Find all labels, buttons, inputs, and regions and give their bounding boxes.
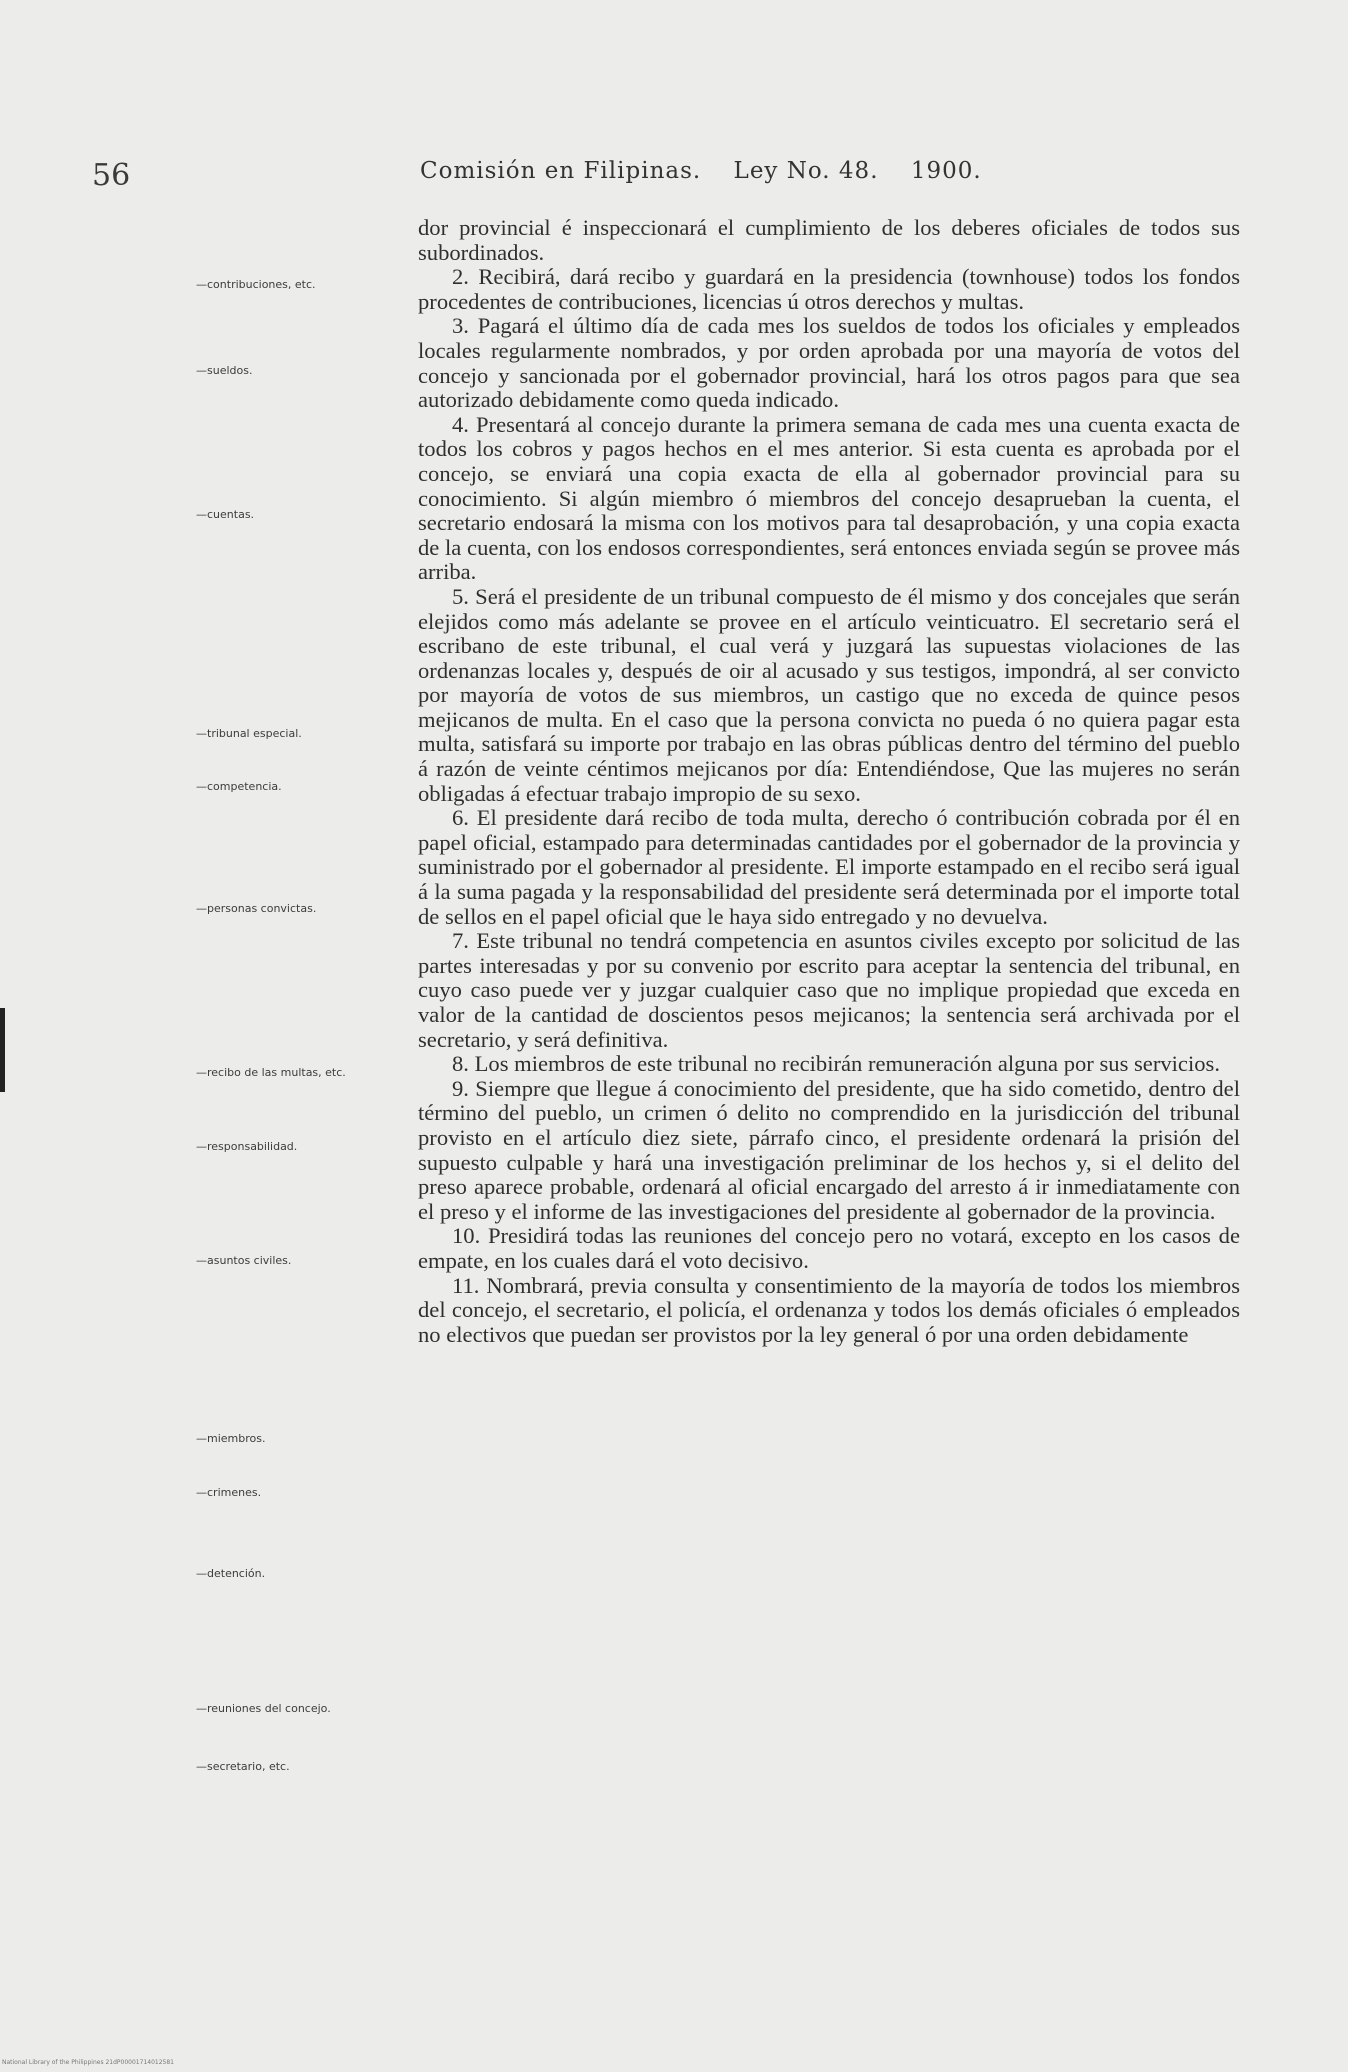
header-year: 1900. (910, 158, 982, 184)
paragraph: 10. Presidirá todas las reuniones del concejo pero no votará, excepto en los casos de empate, en los cuales dará el voto decisivo. (418, 1223, 1240, 1273)
paragraph: 4. Presentará al concejo durante la primera semana de cada mes una cuenta exacta de todos los cobros y pagos hechos en el mes anterior. Si esta cuenta es aprobada por el concejo, se enviará una copia exacta de ella al gobernador provincial para su conocimiento. Si algún miembro ó miembros del concejo desaprueban la cuenta, el secretario endosará la misma con los motivos para tal desaprobación, y una copia exacta de la cuenta, con los endosos correspondientes, será entonces enviada según se provee más arriba. (418, 411, 1240, 585)
margin-note: —sueldos. (196, 364, 253, 377)
paragraph: 11. Nombrará, previa consulta y consentimiento de la mayoría de todos los miembros del concejo, el secretario, el policía, el ordenanza y todos los demás oficiales ó empleados no electivos que puedan ser provistos por la ley general ó por una orden debidamente (418, 1272, 1240, 1347)
margin-note: —recibo de las multas, etc. (196, 1066, 346, 1079)
paragraph: 2. Recibirá, dará recibo y guardará en la presidencia (townhouse) todos los fondos procedentes de contribuciones, licencias ú otros derechos y multas. (418, 264, 1240, 314)
margin-note: —competencia. (196, 780, 282, 793)
header-law: Ley No. 48. (733, 158, 879, 184)
body-text (418, 216, 1240, 1347)
margin-note: —asuntos civiles. (196, 1254, 292, 1267)
margin-note: —detención. (196, 1567, 266, 1580)
running-header (420, 158, 1340, 184)
header-title: Comisión en Filipinas. (420, 158, 702, 184)
paragraph: dor provincial é inspeccionará el cumplimiento de los deberes oficiales de todos sus subordinados. (418, 215, 1240, 265)
margin-note: —personas convictas. (196, 902, 317, 915)
scan-footer: National Library of the Philippines 21dP00001714012581 (2, 2059, 174, 2066)
margin-note: —tribunal especial. (196, 727, 302, 740)
margin-note: —contribuciones, etc. (196, 278, 316, 291)
paragraph: 9. Siempre que llegue á conocimiento del presidente, que ha sido cometido, dentro del término del pueblo, un crimen ó delito no comprendido en la jurisdicción del tribunal provisto en el artículo diez siete, párrafo cinco, el presidente ordenará la prisión del supuesto culpable y hará una investigación preliminar de los hechos y, si el delito del preso aparece probable, ordenará al oficial encargado del arresto á ir inmediatamente con el preso y el informe de las investigaciones del presidente al gobernador de la provincia. (418, 1075, 1240, 1224)
paragraph: 3. Pagará el último día de cada mes los sueldos de todos los oficiales y empleados locales regularmente nombrados, y por orden aprobada por una mayoría de votos del concejo y sancionada por el gobernador provincial, hará los otros pagos para que sea autorizado debidamente como queda indicado. (418, 313, 1240, 413)
paragraph: 7. Este tribunal no tendrá competencia en asuntos civiles excepto por solicitud de las partes interesadas y por su convenio por escrito para aceptar la sentencia del tribunal, en cuyo caso puede ver y juzgar cualquier caso que no implique propiedad que exceda en valor de la cantidad de doscientos pesos mejicanos; la sentencia será archivada por el secretario, y será definitiva. (418, 928, 1240, 1052)
page-number: 56 (92, 158, 131, 193)
paragraph: 8. Los miembros de este tribunal no recibirán remuneración alguna por sus servicios. (452, 1051, 1220, 1077)
binding-edge (0, 1008, 5, 1092)
margin-note: —cuentas. (196, 508, 255, 521)
margin-note: —crimenes. (196, 1486, 262, 1499)
margin-note: —secretario, etc. (196, 1760, 290, 1773)
paragraph: 5. Será el presidente de un tribunal compuesto de él mismo y dos concejales que serán elejidos como más adelante se provee en el artículo veinticuatro. El secretario será el escribano de este tribunal, el cual verá y juzgará las supuestas violaciones de las ordenanzas locales y, después de oir al acusado y sus testigos, impondrá, al ser convicto por mayoría de votos de sus miembros, un castigo que no exceda de quince pesos mejicanos de multa. En el caso que la persona convicta no pueda ó no quiera pagar esta multa, satisfará su importe por trabajo en las obras públicas dentro del término del pueblo á razón de veinte céntimos mejicanos por día: Entendiéndose, Que las mujeres no serán obligadas á efectuar trabajo impropio de su sexo. (418, 583, 1240, 806)
margin-note: —reuniones del concejo. (196, 1702, 331, 1715)
margin-note: —responsabilidad. (196, 1140, 298, 1153)
margin-note: —miembros. (196, 1432, 266, 1445)
paragraph: 6. El presidente dará recibo de toda multa, derecho ó contribución cobrada por él en papel oficial, estampado para determinadas cantidades por el gobernador de la provincia y suministrado por el gobernador al presidente. El importe estampado en el recibo será igual á la suma pagada y la responsabilidad del presidente será determinada por el importe total de sellos en el papel oficial que le haya sido entregado y no devuelva. (418, 805, 1240, 929)
